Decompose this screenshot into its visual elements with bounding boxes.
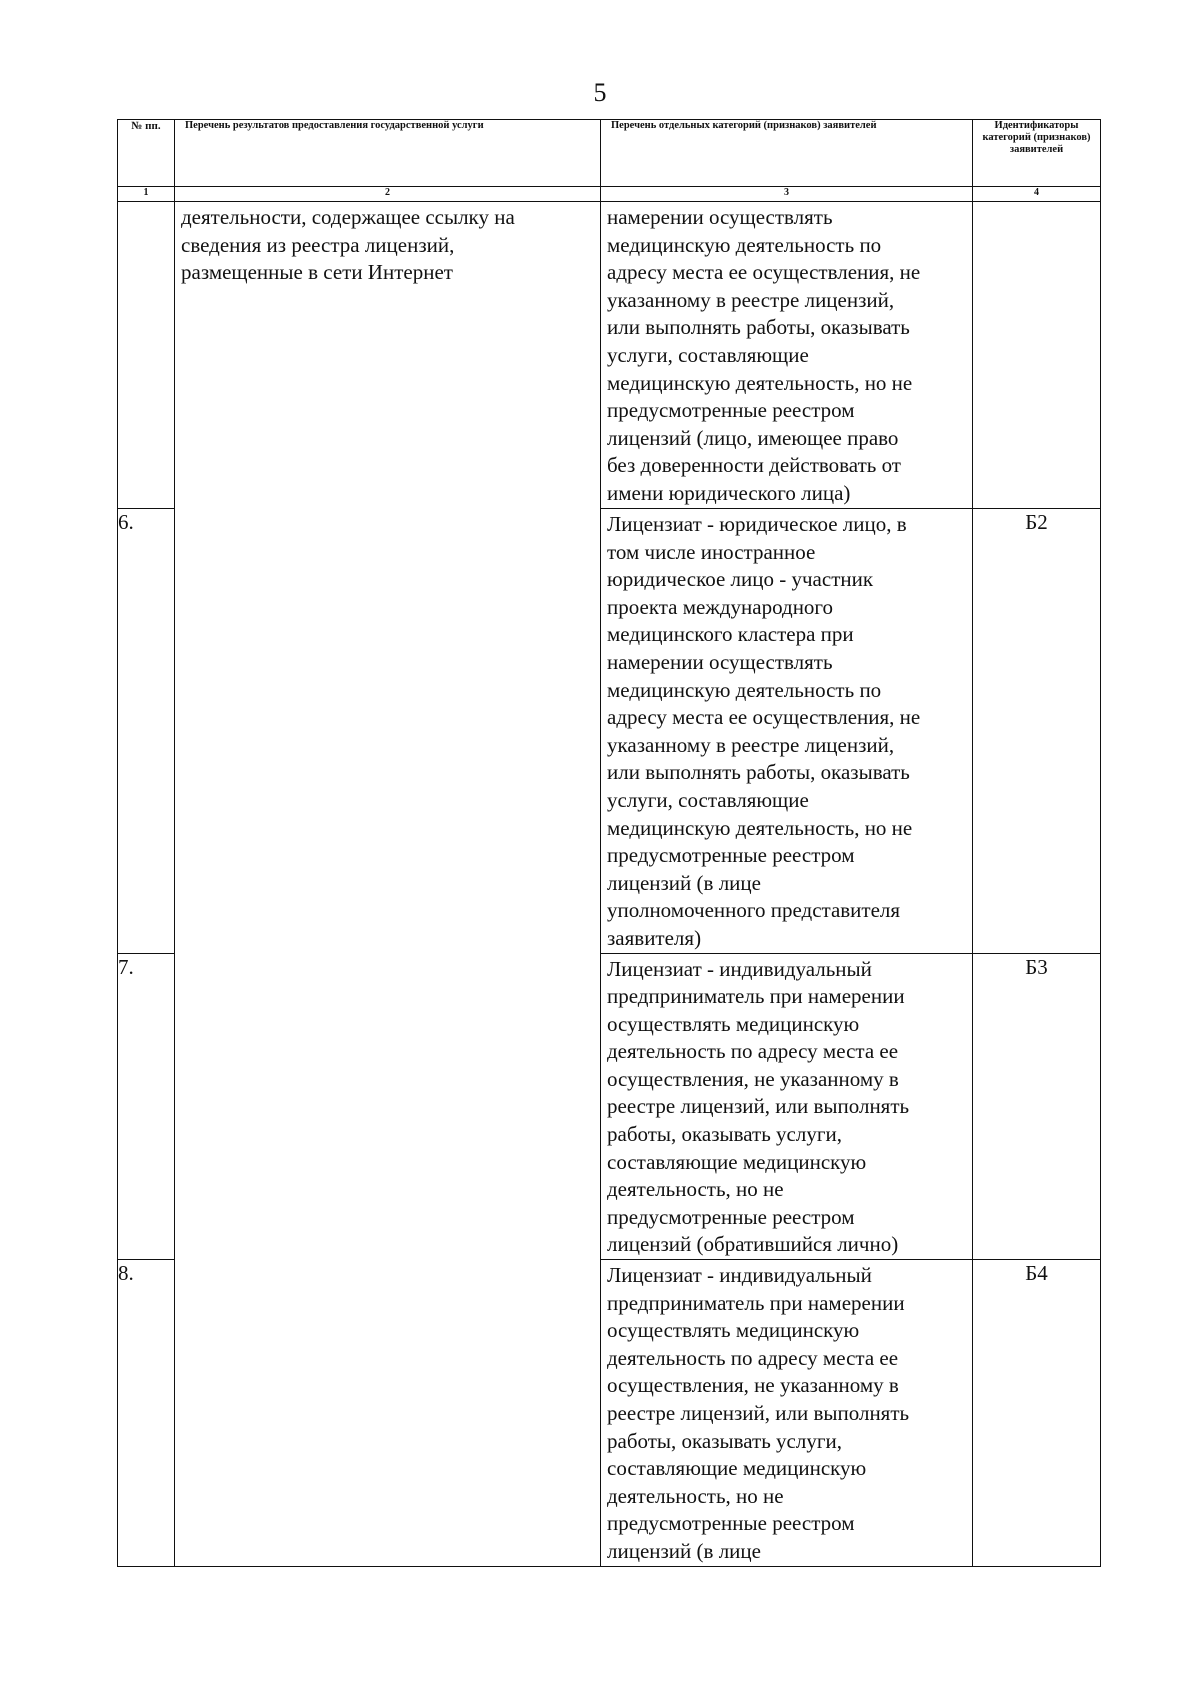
category-id — [973, 202, 1101, 509]
row-number: 6. — [118, 509, 175, 954]
category-text: Лицензиат - индивидуальный предприниматель при намерении осуществлять медицинскую деятельность по адресу места ее осуществления, не указанному в реестре лицензий, или выполнять работы, оказывать услуги, составляющие медицинскую деятельность, но не предусмотренные реестром лицензий (обратившийся лично) — [607, 956, 910, 1257]
results-cell — [175, 202, 601, 1567]
row-number: 8. — [118, 1260, 175, 1567]
column-number: 3 — [601, 187, 973, 202]
column-number: 2 — [175, 187, 601, 202]
category-id: Б4 — [973, 1260, 1101, 1567]
services-table — [117, 119, 1101, 1567]
table-row — [118, 202, 1101, 509]
category-text: Лицензиат - индивидуальный предприниматель при намерении осуществлять медицинскую деятельность по адресу места ее осуществления, не указанному в реестре лицензий, или выполнять работы, оказывать услуги, составляющие медицинскую деятельность, но не предусмотренные реестром лицензий (в лице — [607, 1263, 910, 1563]
category-cell — [601, 202, 973, 509]
category-id: Б3 — [973, 953, 1101, 1260]
category-cell — [601, 509, 973, 954]
category-text: Лицензиат - юридическое лицо, в том числе иностранное юридическое лицо - участник проекта международного медицинского кластера при намерении осуществлять медицинскую деятельность по адресу места ее осуществления, не указанному в реестре лицензий, или выполнять работы, оказывать услуги, составляющие медицинскую деятельность, но не предусмотренные реестром лицензий (в лице уполномоченного представителя заявителя) — [607, 512, 921, 950]
column-number: 4 — [973, 187, 1101, 202]
category-cell — [601, 953, 973, 1260]
table-header-row — [118, 120, 1101, 187]
category-id: Б2 — [973, 509, 1101, 954]
header-results: Перечень результатов предоставления государственной услуги — [175, 120, 601, 187]
column-number: 1 — [118, 187, 175, 202]
header-identifiers: Идентификаторы категорий (признаков) заявителей — [973, 120, 1101, 187]
row-number — [118, 202, 175, 509]
page-number: 5 — [593, 78, 607, 107]
row-number: 7. — [118, 953, 175, 1260]
category-cell — [601, 1260, 973, 1567]
header-number: № пп. — [118, 120, 175, 187]
category-text: намерении осуществлять медицинскую деятельность по адресу места ее осуществления, не указанному в реестре лицензий, или выполнять работы, оказывать услуги, составляющие медицинскую деятельность, но не предусмотренные реестром лицензий (лицо, имеющее право без доверенности действовать от имени юридического лица) — [607, 205, 921, 505]
result-text: деятельности, содержащее ссылку на сведения из реестра лицензий, размещенные в сети Интернет — [181, 205, 515, 285]
header-categories: Перечень отдельных категорий (признаков) заявителей — [601, 120, 973, 187]
column-numbers-row — [118, 187, 1101, 202]
